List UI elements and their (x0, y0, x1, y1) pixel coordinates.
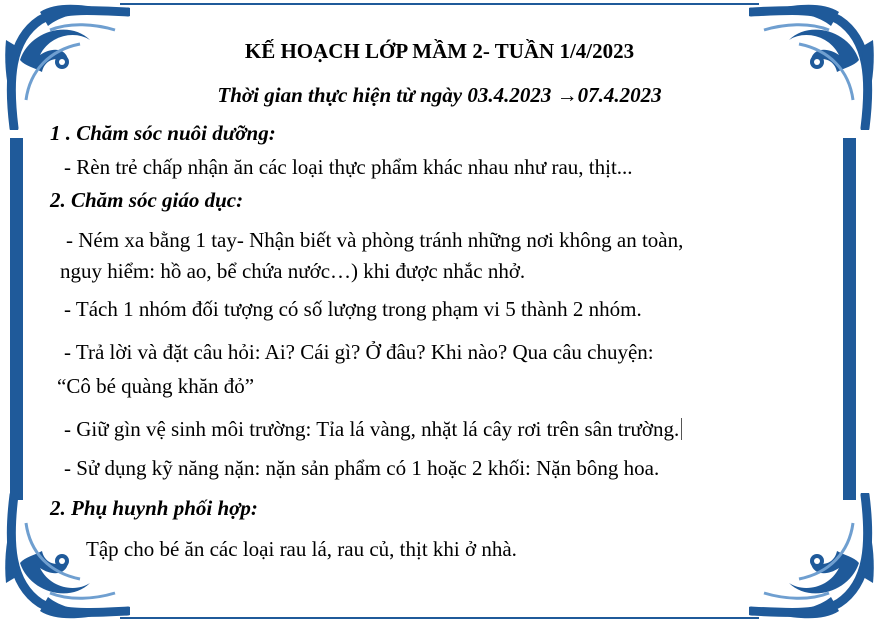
frame-left-border (10, 138, 23, 500)
section-heading-nutrition: 1 . Chăm sóc nuôi dưỡng: (50, 121, 276, 145)
ornamental-corner-bottom-right-icon (749, 493, 879, 623)
section-heading-education: 2. Chăm sóc giáo dục: (50, 188, 244, 212)
frame-top-border (120, 3, 759, 5)
page-title: KẾ HOẠCH LỚP MẦM 2- TUẦN 1/4/2023 (244, 39, 635, 63)
frame-bottom-border (120, 617, 759, 619)
date-range-suffix: 07.4.2023 (577, 83, 662, 107)
list-item: - Sử dụng kỹ năng nặn: nặn sản phẩm có 1 hoặc 2 khối: Nặn bông hoa. (64, 456, 660, 480)
list-item: Tập cho bé ăn các loại rau lá, rau củ, thịt khi ở nhà. (86, 537, 517, 561)
list-item: - Rèn trẻ chấp nhận ăn các loại thực phẩm khác nhau như rau, thịt... (64, 155, 633, 179)
date-range-prefix: Thời gian thực hiện từ ngày 03.4.2023 (217, 83, 552, 107)
frame-right-border (843, 138, 856, 500)
ornamental-corner-top-right-icon (749, 0, 879, 130)
list-item: - Tách 1 nhóm đối tượng có số lượng trong phạm vi 5 thành 2 nhóm. (64, 297, 642, 321)
list-item-continuation: nguy hiểm: hồ ao, bể chứa nước…) khi được nhắc nhở. (60, 259, 526, 283)
list-item: - Ném xa bằng 1 tay- Nhận biết và phòng tránh những nơi không an toàn, (66, 228, 684, 252)
list-item-continuation: “Cô bé quàng khăn đỏ” (57, 374, 255, 398)
list-item (64, 417, 682, 442)
section-heading-parents: 2. Phụ huynh phối hợp: (50, 496, 258, 520)
date-range-subtitle (0, 83, 879, 108)
text-cursor (681, 418, 682, 440)
list-item-text: - Giữ gìn vệ sinh môi trường: Tỉa lá vàng, nhặt lá cây rơi trên sân trường. (64, 417, 680, 441)
arrow-right-icon: → (556, 83, 578, 107)
ornamental-corner-top-left-icon (0, 0, 130, 130)
list-item: - Trả lời và đặt câu hỏi: Ai? Cái gì? Ở đâu? Khi nào? Qua câu chuyện: (64, 340, 654, 364)
